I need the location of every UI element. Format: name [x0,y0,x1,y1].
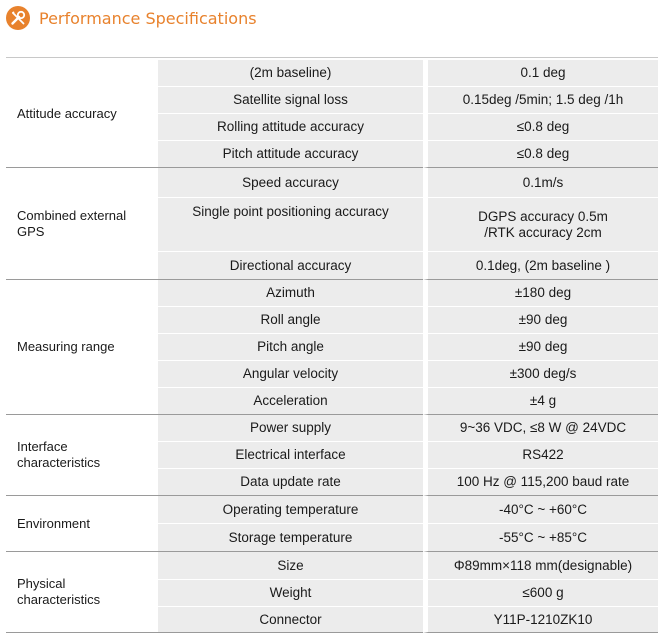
category-measuring-range: Measuring range [6,280,158,415]
category-attitude-accuracy: Attitude accuracy [6,60,158,168]
category-physical: Physical characteristics [6,552,158,633]
spec-value: ≤600 g [423,580,658,607]
spec-item: Pitch attitude accuracy [158,141,423,168]
spec-value: 0.1 deg [423,60,658,87]
spec-value: RS422 [423,442,658,469]
spec-item: Acceleration [158,388,423,415]
spec-item: Directional accuracy [158,252,423,280]
spec-value: ±180 deg [423,280,658,307]
spec-table [6,60,658,633]
header-divider [6,57,658,58]
spec-item: Pitch angle [158,334,423,361]
page-title: Performance Specifications [39,8,257,28]
spec-item: Size [158,552,423,580]
category-interface: Interface characteristics [6,415,158,496]
spec-value: -40°C ~ +60°C [423,496,658,524]
spec-item: Power supply [158,415,423,442]
spec-item: Connector [158,607,423,633]
spec-item: Storage temperature [158,524,423,552]
spec-value: ±90 deg [423,334,658,361]
spec-value: ±4 g [423,388,658,415]
spec-item: Weight [158,580,423,607]
spec-value: Φ89mm×118 mm(designable) [423,552,658,580]
tools-icon [6,6,30,30]
spec-value: 100 Hz @ 115,200 baud rate [423,469,658,496]
spec-item: Rolling attitude accuracy [158,114,423,141]
category-combined-gps: Combined external GPS [6,168,158,280]
spec-value: 0.1deg, (2m baseline ) [423,252,658,280]
category-environment: Environment [6,496,158,552]
spec-value: 0.1m/s [423,168,658,198]
spec-value: ≤0.8 deg [423,141,658,168]
section-header [6,4,257,32]
spec-item: (2m baseline) [158,60,423,87]
spec-value: ±90 deg [423,307,658,334]
spec-value: 0.15deg /5min; 1.5 deg /1h [423,87,658,114]
spec-value: ±300 deg/s [423,361,658,388]
spec-item: Satellite signal loss [158,87,423,114]
spec-item: Electrical interface [158,442,423,469]
spec-value: ≤0.8 deg [423,114,658,141]
spec-item: Speed accuracy [158,168,423,198]
spec-value: DGPS accuracy 0.5m /RTK accuracy 2cm [423,198,658,252]
spec-item: Single point positioning accuracy [158,198,423,252]
spec-value: -55°C ~ +85°C [423,524,658,552]
spec-item: Operating temperature [158,496,423,524]
spec-item: Angular velocity [158,361,423,388]
spec-item: Data update rate [158,469,423,496]
spec-item: Roll angle [158,307,423,334]
spec-value: 9~36 VDC, ≤8 W @ 24VDC [423,415,658,442]
spec-value: Y11P-1210ZK10 [423,607,658,633]
spec-item: Azimuth [158,280,423,307]
